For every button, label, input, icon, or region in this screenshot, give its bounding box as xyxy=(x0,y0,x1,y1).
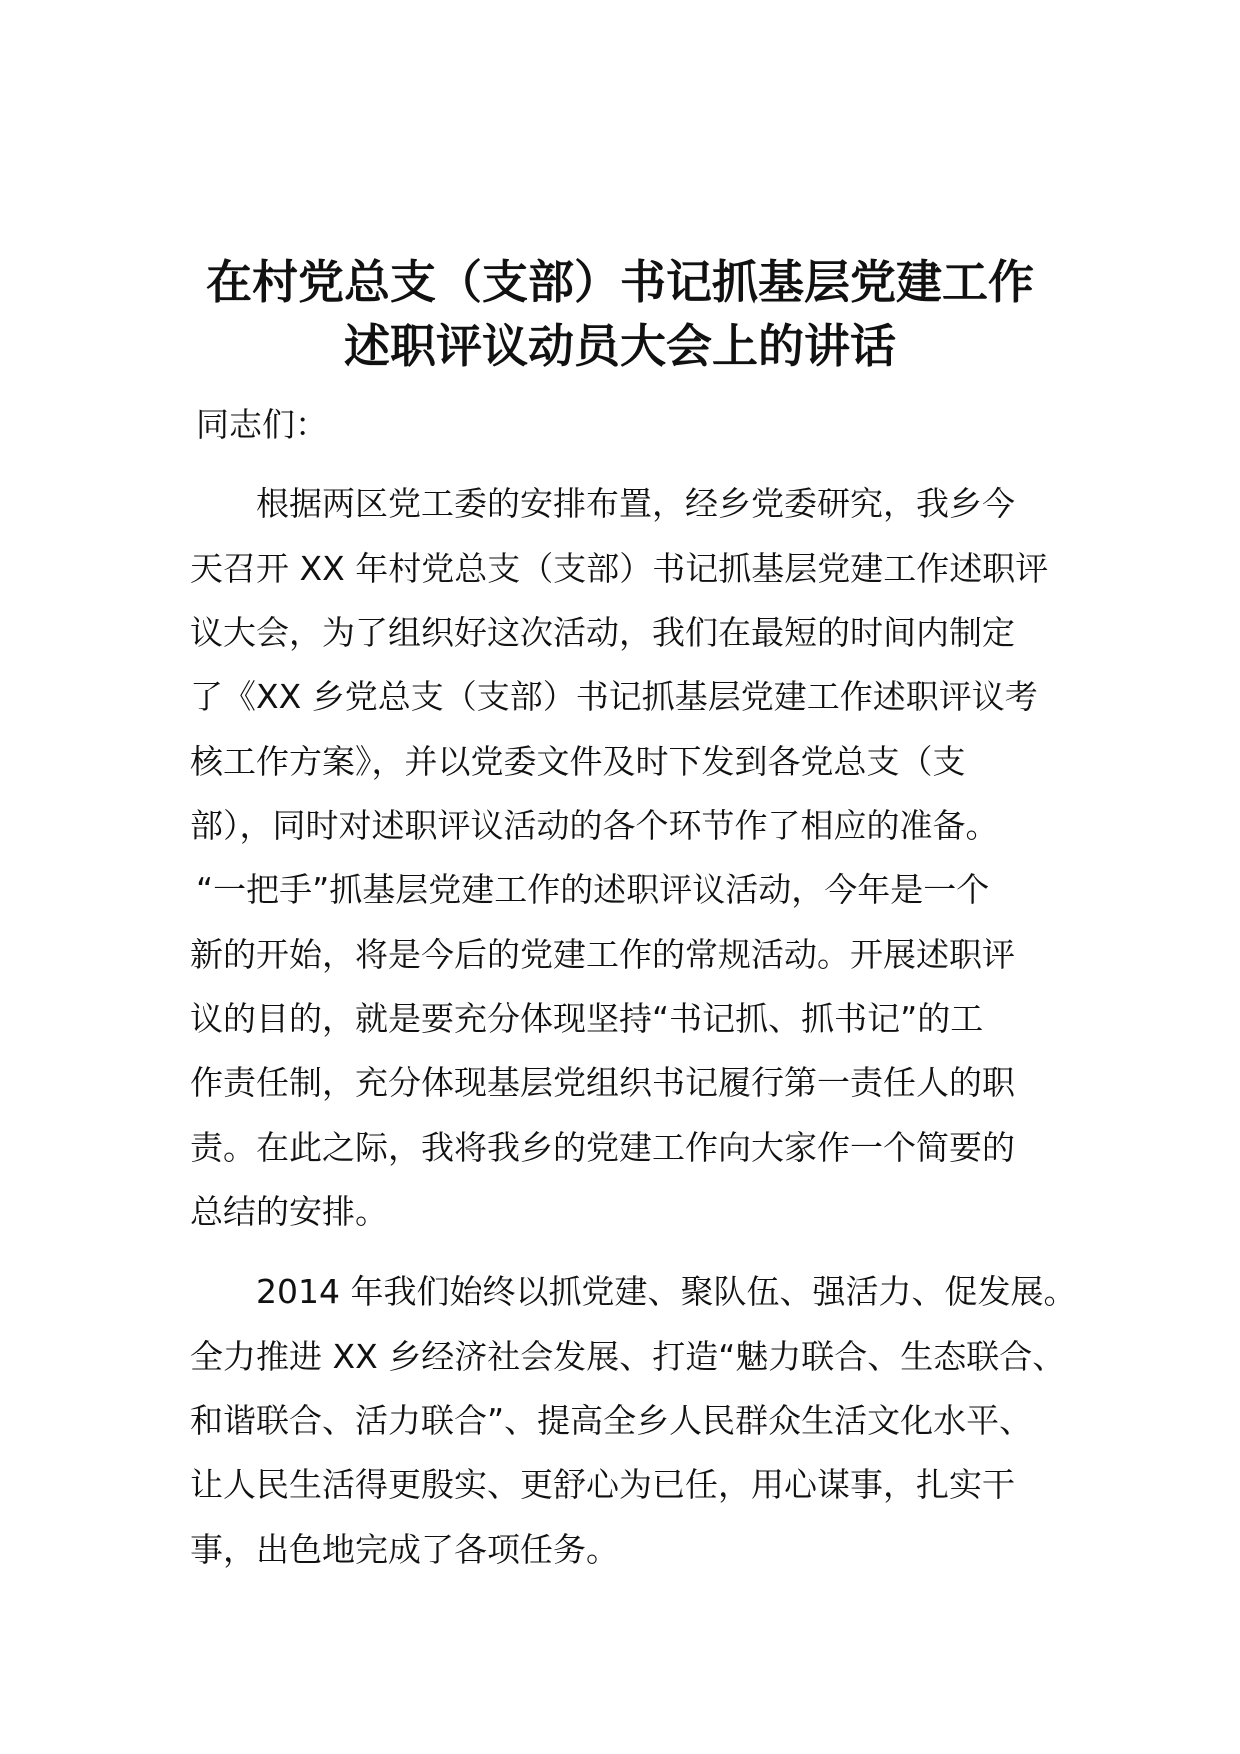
paragraph-line: 根据两区党工委的安排布置，经乡党委研究，我乡今 xyxy=(256,484,1015,523)
paragraph-line: 责。在此之际，我将我乡的党建工作向大家作一个简要的 xyxy=(190,1128,1015,1167)
paragraph-line: “一把手”抓基层党建工作的述职评议活动，今年是一个 xyxy=(196,870,990,909)
paragraph-line: 总结的安排。 xyxy=(190,1192,388,1231)
paragraph-line: 和谐联合、活力联合”、提高全乡人民群众生活文化水平、 xyxy=(190,1401,1033,1440)
paragraph-line: 议的目的，就是要充分体现坚持“书记抓、抓书记”的工 xyxy=(190,999,984,1038)
paragraph-line: 作责任制，充分体现基层党组织书记履行第一责任人的职 xyxy=(190,1063,1015,1102)
document-title-line-2: 述职评议动员大会上的讲话 xyxy=(344,319,896,373)
paragraph-line: 新的开始，将是今后的党建工作的常规活动。开展述职评 xyxy=(190,935,1015,974)
paragraph-line: 了《XX 乡党总支（支部）书记抓基层党建工作述职评议考 xyxy=(190,677,1038,716)
document-title-line-1: 在村党总支（支部）书记抓基层党建工作 xyxy=(206,255,1034,309)
paragraph-line: 让人民生活得更殷实、更舒心为已任，用心谋事，扎实干 xyxy=(190,1465,1015,1504)
paragraph-line: 事，出色地完成了各项任务。 xyxy=(190,1530,619,1569)
paragraph-line: 2014 年我们始终以抓党建、聚队伍、强活力、促发展。 xyxy=(256,1272,1077,1311)
paragraph-line: 部），同时对述职评议活动的各个环节作了相应的准备。 xyxy=(190,806,999,845)
paragraph-line: 议大会，为了组织好这次活动，我们在最短的时间内制定 xyxy=(190,613,1015,652)
salutation: 同志们： xyxy=(196,405,328,444)
paragraph-line: 全力推进 XX 乡经济社会发展、打造“魅力联合、生态联合、 xyxy=(190,1337,1066,1376)
paragraph-line: 核工作方案》，并以党委文件及时下发到各党总支（支 xyxy=(190,742,966,781)
paragraph-line: 天召开 XX 年村党总支（支部）书记抓基层党建工作述职评 xyxy=(190,549,1049,588)
